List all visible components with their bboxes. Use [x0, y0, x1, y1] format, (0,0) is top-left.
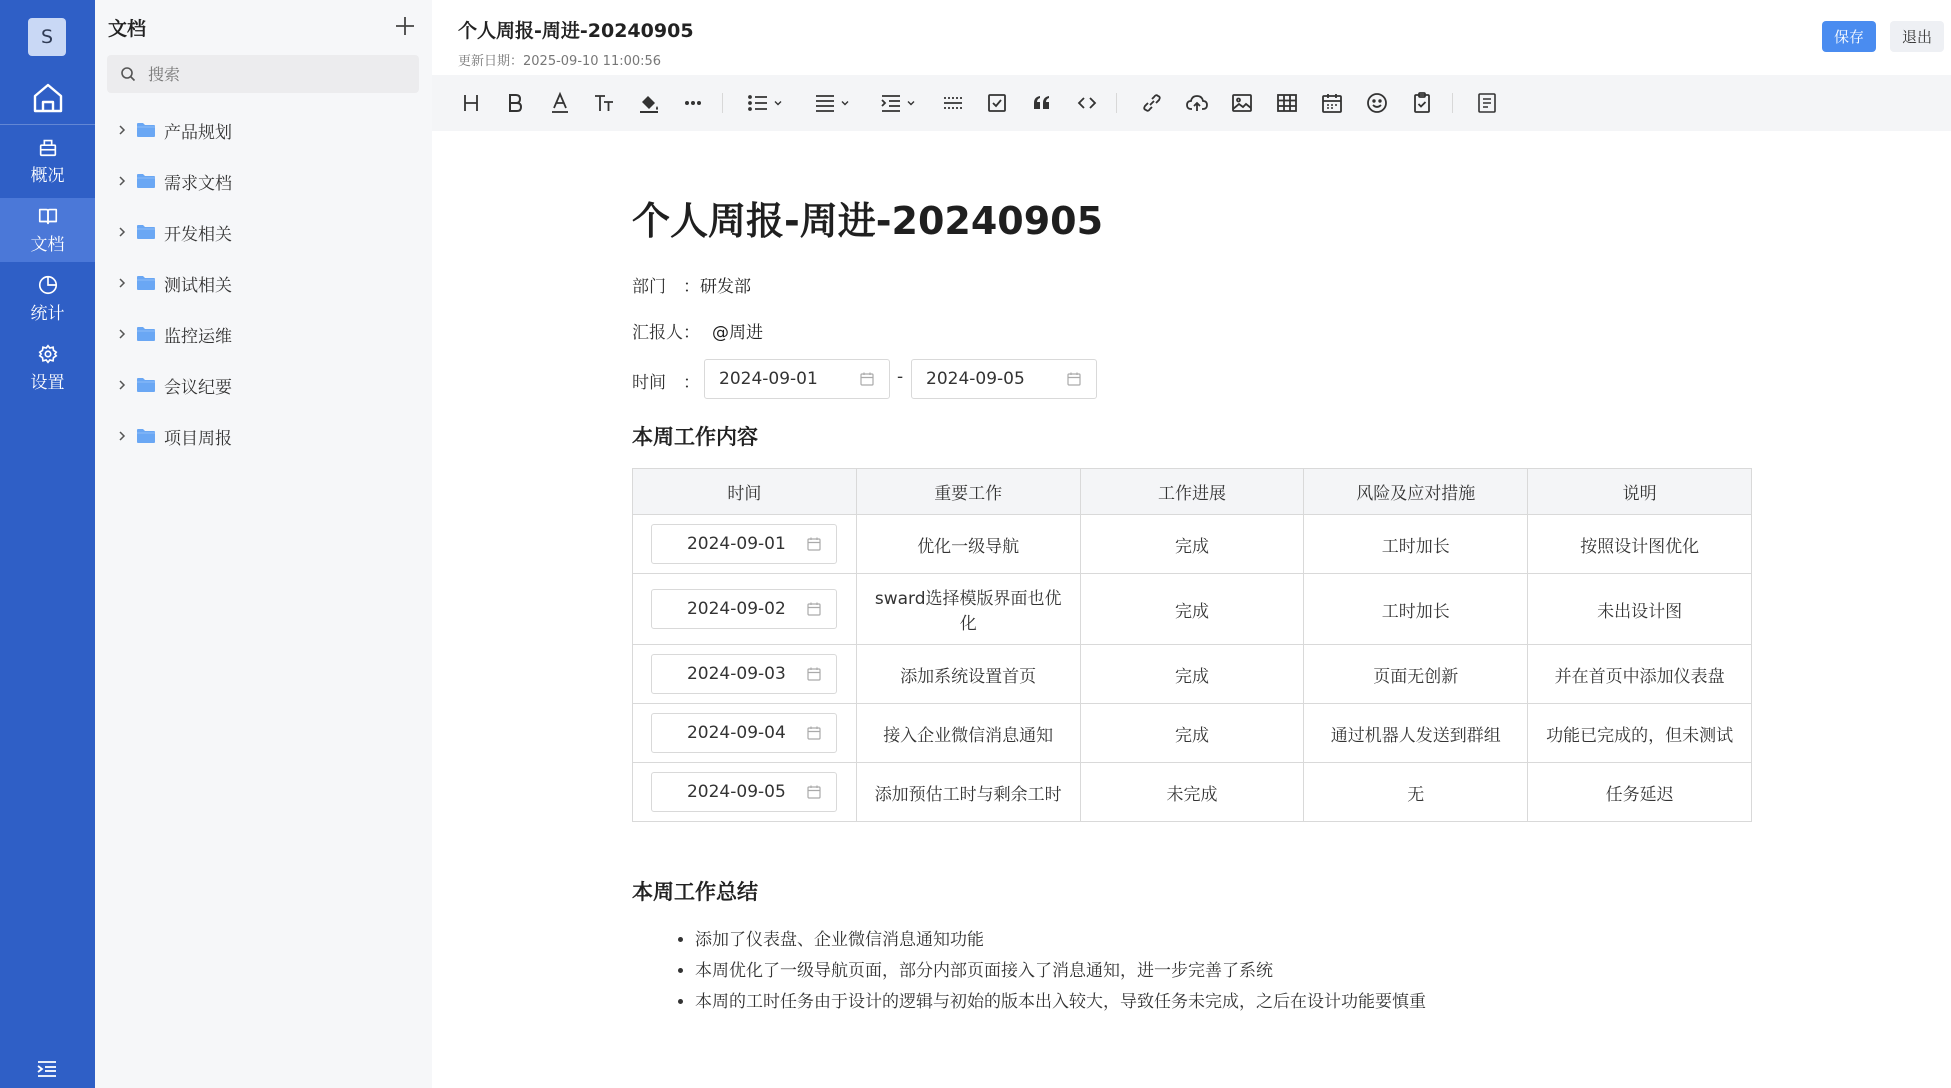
- calendar-icon: [859, 371, 875, 387]
- folder-icon: [136, 377, 156, 393]
- calendar-icon: [806, 536, 822, 552]
- rail-item-label: 设置: [30, 373, 65, 393]
- table-row: [633, 763, 1752, 822]
- calendar-icon: [806, 666, 822, 682]
- table-cell-work[interactable]: 添加系统设置首页: [856, 645, 1080, 704]
- tree-item-label: 开发相关: [164, 224, 232, 245]
- tree-title: 文档: [108, 18, 147, 40]
- doc-tree-panel: [95, 0, 432, 1088]
- divider-button[interactable]: [938, 88, 968, 118]
- tree-item[interactable]: [95, 161, 432, 201]
- chevron-right-icon[interactable]: [116, 124, 128, 136]
- collapse-menu-icon[interactable]: [36, 1060, 58, 1078]
- gear-icon: [37, 343, 59, 365]
- row-date-value: 2024-09-05: [686, 782, 786, 802]
- align-button[interactable]: [809, 88, 853, 118]
- table-cell-progress[interactable]: 完成: [1080, 574, 1304, 645]
- table-cell-risk[interactable]: 工时加长: [1304, 574, 1528, 645]
- tree-item[interactable]: [95, 365, 432, 405]
- table-row: [633, 704, 1752, 763]
- link-icon: [1140, 91, 1164, 115]
- rail-item-stats[interactable]: [0, 267, 95, 331]
- table-cell-risk[interactable]: 无: [1304, 763, 1528, 822]
- folder-icon: [136, 173, 156, 189]
- indent-icon: [879, 91, 903, 115]
- tree-item[interactable]: [95, 110, 432, 150]
- emoji-icon: [1365, 91, 1389, 115]
- tree-item[interactable]: [95, 212, 432, 252]
- code-icon: [1075, 91, 1099, 115]
- indent-button[interactable]: [875, 88, 919, 118]
- rail-item-label: 统计: [30, 304, 65, 324]
- code-button[interactable]: [1072, 88, 1102, 118]
- folder-icon: [136, 275, 156, 291]
- row-date-input[interactable]: [651, 589, 837, 629]
- home-icon[interactable]: [30, 80, 66, 116]
- rail-item-label: 概况: [30, 166, 65, 186]
- chevron-right-icon[interactable]: [116, 328, 128, 340]
- row-date-value: 2024-09-01: [686, 534, 786, 554]
- chevron-down-icon: [773, 98, 783, 108]
- rail-item-settings[interactable]: [0, 336, 95, 400]
- checkbox-button[interactable]: [982, 88, 1012, 118]
- toolbar-divider: [1452, 93, 1453, 113]
- table-cell-date: [633, 763, 857, 822]
- bold-button[interactable]: [500, 88, 530, 118]
- tree-item-label: 需求文档: [164, 173, 232, 194]
- rail-item-label: 文档: [30, 235, 65, 255]
- table-cell-progress[interactable]: 未完成: [1080, 763, 1304, 822]
- search-input[interactable]: [146, 64, 410, 85]
- heading-icon: [459, 91, 483, 115]
- tree-item-label: 项目周报: [164, 428, 232, 449]
- table-cell-date: [633, 645, 857, 704]
- summary-list: [662, 925, 1426, 1018]
- table-cell-risk[interactable]: 通过机器人发送到群组: [1304, 704, 1528, 763]
- table-cell-note[interactable]: 功能已完成的，但未测试: [1528, 704, 1752, 763]
- column-header: 工作进展: [1080, 469, 1304, 515]
- reporter-mention[interactable]: @周进: [712, 323, 763, 343]
- row-date-value: 2024-09-04: [686, 723, 786, 743]
- outline-icon: [1475, 91, 1499, 115]
- table-button[interactable]: [1272, 88, 1302, 118]
- row-date-value: 2024-09-03: [686, 664, 786, 684]
- emoji-button[interactable]: [1362, 88, 1392, 118]
- date-end-value: 2024-09-05: [926, 369, 1025, 389]
- list-item[interactable]: • 本周的工时任务由于设计的逻辑与初始的版本出入较大，导致任务未完成，之后在设计功能要慎重: [695, 987, 1426, 1018]
- tree-item-label: 监控运维: [164, 326, 232, 347]
- checkbox-icon: [985, 91, 1009, 115]
- table-cell-work[interactable]: 接入企业微信消息通知: [856, 704, 1080, 763]
- bold-icon: [503, 91, 527, 115]
- date-range-separator: -: [897, 367, 904, 387]
- row-date-input[interactable]: [651, 772, 837, 812]
- dept-value: 研发部: [700, 277, 751, 297]
- rail-divider: [0, 124, 95, 125]
- folder-icon: [136, 224, 156, 240]
- list-button[interactable]: [742, 88, 786, 118]
- add-icon[interactable]: [393, 14, 417, 38]
- dept-label: 部门 ：: [632, 277, 700, 297]
- row-date-input[interactable]: [651, 654, 837, 694]
- row-date-value: 2024-09-02: [686, 599, 786, 619]
- table-cell-progress[interactable]: 完成: [1080, 515, 1304, 574]
- search-box[interactable]: [107, 55, 419, 93]
- updated-date: 更新日期：2025-09-10 11:00:56: [458, 54, 662, 69]
- chevron-right-icon[interactable]: [116, 175, 128, 187]
- table-row: [633, 515, 1752, 574]
- table-cell-risk[interactable]: 工时加长: [1304, 515, 1528, 574]
- table-cell-note[interactable]: 并在首页中添加仪表盘: [1528, 645, 1752, 704]
- folder-icon: [136, 428, 156, 444]
- table-cell-progress[interactable]: 完成: [1080, 645, 1304, 704]
- clipboard-check-icon: [1410, 91, 1434, 115]
- list-item[interactable]: • 添加了仪表盘、企业微信消息通知功能: [695, 925, 1426, 956]
- list-item[interactable]: • 本周优化了一级导航页面，部分内部页面接入了消息通知，进一步完善了系统: [695, 956, 1426, 987]
- horizontal-rule-icon: [941, 91, 965, 115]
- row-date-input[interactable]: [651, 713, 837, 753]
- cloud-upload-icon: [1185, 91, 1209, 115]
- row-date-input[interactable]: [651, 524, 837, 564]
- image-icon: [1230, 91, 1254, 115]
- font-size-icon: [592, 91, 616, 115]
- page-title: 个人周报-周进-20240905: [458, 20, 694, 42]
- font-size-button[interactable]: [589, 88, 619, 118]
- table-cell-date: [633, 704, 857, 763]
- book-icon: [37, 205, 59, 227]
- tree-item-label: 产品规划: [164, 122, 232, 143]
- table-cell-progress[interactable]: 完成: [1080, 704, 1304, 763]
- table-row: [633, 574, 1752, 645]
- nav-rail: [0, 0, 95, 1088]
- work-content-heading: 本周工作内容: [632, 425, 758, 449]
- chevron-down-icon: [906, 98, 916, 108]
- date-end-input[interactable]: [911, 359, 1097, 399]
- paint-bucket-icon: [637, 91, 661, 115]
- chevron-right-icon[interactable]: [116, 226, 128, 238]
- column-header: 说明: [1528, 469, 1752, 515]
- calendar-icon: [1320, 91, 1344, 115]
- calendar-icon: [806, 601, 822, 617]
- table-row: [633, 645, 1752, 704]
- search-icon: [120, 66, 136, 82]
- image-button[interactable]: [1227, 88, 1257, 118]
- quote-icon: [1030, 91, 1054, 115]
- avatar[interactable]: S: [28, 18, 66, 56]
- table-cell-note[interactable]: 任务延迟: [1528, 763, 1752, 822]
- exit-button[interactable]: 退出: [1890, 21, 1944, 52]
- chevron-right-icon[interactable]: [116, 379, 128, 391]
- table-cell-date: [633, 515, 857, 574]
- font-color-button[interactable]: [545, 88, 575, 118]
- clipboard-button[interactable]: [1407, 88, 1437, 118]
- bullet-list-icon: [746, 91, 770, 115]
- reporter-field: [632, 318, 763, 343]
- toolbar-divider: [1116, 93, 1117, 113]
- table-cell-note[interactable]: 按照设计图优化: [1528, 515, 1752, 574]
- pie-chart-icon: [37, 274, 59, 296]
- dept-field: [632, 272, 751, 297]
- more-button[interactable]: [678, 88, 708, 118]
- rail-item-overview[interactable]: [0, 129, 95, 193]
- tree-item-label: 测试相关: [164, 275, 232, 296]
- reporter-label: 汇报人：: [632, 323, 700, 343]
- heading-button[interactable]: [456, 88, 486, 118]
- table-cell-work[interactable]: sward选择模版界面也优化: [856, 574, 1080, 645]
- outline-button[interactable]: [1472, 88, 1502, 118]
- chevron-down-icon: [840, 98, 850, 108]
- table-cell-work[interactable]: 添加预估工时与剩余工时: [856, 763, 1080, 822]
- table-cell-risk[interactable]: 页面无创新: [1304, 645, 1528, 704]
- overview-icon: [37, 136, 59, 158]
- table-icon: [1275, 91, 1299, 115]
- folder-icon: [136, 122, 156, 138]
- date-button[interactable]: [1317, 88, 1347, 118]
- table-cell-work[interactable]: 优化一级导航: [856, 515, 1080, 574]
- time-label: 时间 ：: [632, 373, 700, 393]
- rail-item-docs[interactable]: [0, 198, 95, 262]
- calendar-icon: [1066, 371, 1082, 387]
- editor-toolbar: [432, 75, 1951, 131]
- work-summary-heading: 本周工作总结: [632, 880, 758, 904]
- quote-button[interactable]: [1027, 88, 1057, 118]
- more-icon: [681, 91, 705, 115]
- tree-item[interactable]: [95, 314, 432, 354]
- tree-item-label: 会议纪要: [164, 377, 232, 398]
- calendar-icon: [806, 725, 822, 741]
- date-start-input[interactable]: [704, 359, 890, 399]
- link-button[interactable]: [1137, 88, 1167, 118]
- column-header: 重要工作: [856, 469, 1080, 515]
- table-cell-note[interactable]: 未出设计图: [1528, 574, 1752, 645]
- save-button[interactable]: 保存: [1822, 21, 1876, 52]
- table-cell-date: [633, 574, 857, 645]
- work-table: [632, 468, 1752, 822]
- column-header: 风险及应对措施: [1304, 469, 1528, 515]
- chevron-right-icon[interactable]: [116, 277, 128, 289]
- tree-item[interactable]: [95, 416, 432, 456]
- table-header-row: [633, 469, 1752, 515]
- date-start-value: 2024-09-01: [719, 369, 818, 389]
- document-title[interactable]: 个人周报-周进-20240905: [632, 199, 1104, 243]
- chevron-right-icon[interactable]: [116, 430, 128, 442]
- calendar-icon: [806, 784, 822, 800]
- fill-color-button[interactable]: [634, 88, 664, 118]
- font-color-icon: [548, 91, 572, 115]
- folder-icon: [136, 326, 156, 342]
- upload-button[interactable]: [1182, 88, 1212, 118]
- align-icon: [813, 91, 837, 115]
- tree-item[interactable]: [95, 263, 432, 303]
- toolbar-divider: [722, 93, 723, 113]
- column-header: 时间: [633, 469, 857, 515]
